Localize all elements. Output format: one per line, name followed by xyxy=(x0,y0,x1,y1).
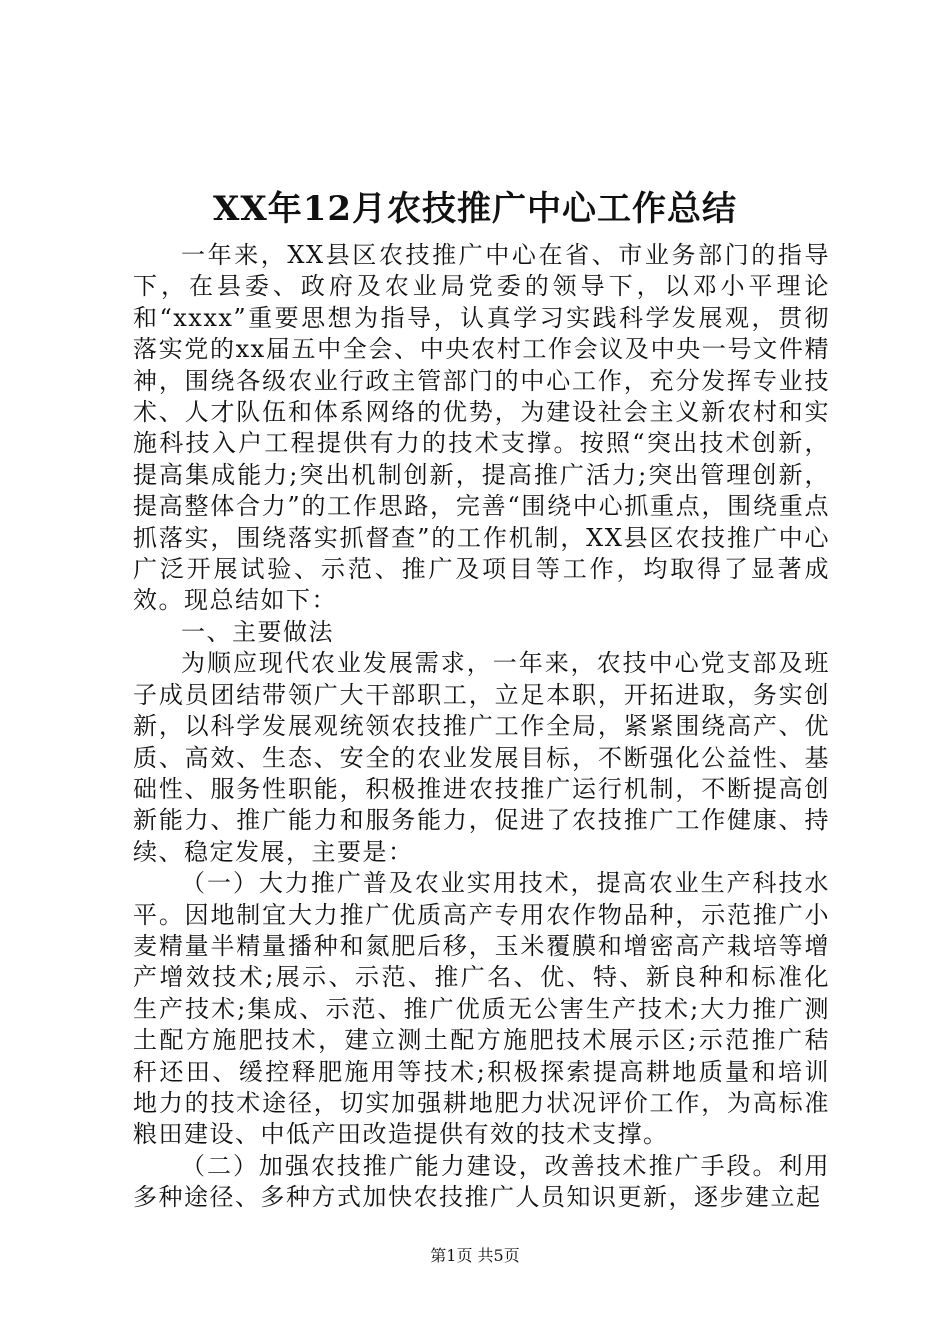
paragraph-main-approach: 为顺应现代农业发展需求，一年来，农技中心党支部及班子成员团结带领广大干部职工，立足本职，开拓进取，务实创新，以科学发展观统领农技推广工作全局，紧紧围绕高产、优质、高效、生态、安全的农业发展目标，不断强化公益性、基础性、服务性职能，积极推进农技推广运行机制，不断提高创新能力、推广能力和服务能力，促进了农技推广工作健康、持续、稳定发展，主要是： xyxy=(133,649,830,866)
paragraph-intro: 一年来，XX县区农技推广中心在省、市业务部门的指导下，在县委、政府及农业局党委的领导下，以邓小平理论和“xxxx”重要思想为指导，认真学习实践科学发展观，贯彻落实党的xx届五中全会、中央农村工作会议及中央一号文件精神，围绕各级农业行政主管部门的中心工作，充分发挥专业技术、人才队伍和体系网络的优势，为建设社会主义新农村和实施科技入户工程提供有力的技术支撑。按照“突出技术创新，提高集成能力;突出机制创新，提高推广活力;突出管理创新，提高整体合力”的工作思路，完善“围绕中心抓重点，围绕重点抓落实，围绕落实抓督查”的工作机制，XX县区农技推广中心广泛开展试验、示范、推广及项目等工作，均取得了显著成效。现总结如下： xyxy=(133,241,830,615)
document-body xyxy=(133,240,830,1214)
section-heading: 一、主要做法 xyxy=(181,617,334,646)
paragraph-item-2: （二）加强农技推广能力建设，改善技术推广手段。利用多种途径、多种方式加快农技推广人员知识更新，逐步建立起 xyxy=(133,1151,830,1212)
paragraph-item-1: （一）大力推广普及农业实用技术，提高农业生产科技水平。因地制宜大力推广优质高产专用农作物品种，示范推广小麦精量半精量播种和氮肥后移，玉米覆膜和增密高产栽培等增产增效技术;展示、示范、推广名、优、特、新良种和标准化生产技术;集成、示范、推广优质无公害生产技术;大力推广测土配方施肥技术，建立测土配方施肥技术展示区;示范推广秸秆还田、缓控释肥施用等技术;积极探索提高耕地质量和培训地力的技术途径，切实加强耕地肥力状况评价工作，为高标准粮田建设、中低产田改造提供有效的技术支撑。 xyxy=(133,869,830,1149)
page-footer: 第1页 共5页 xyxy=(430,1246,520,1265)
document-title: XX年12月农技推广中心工作总结 xyxy=(212,189,738,229)
